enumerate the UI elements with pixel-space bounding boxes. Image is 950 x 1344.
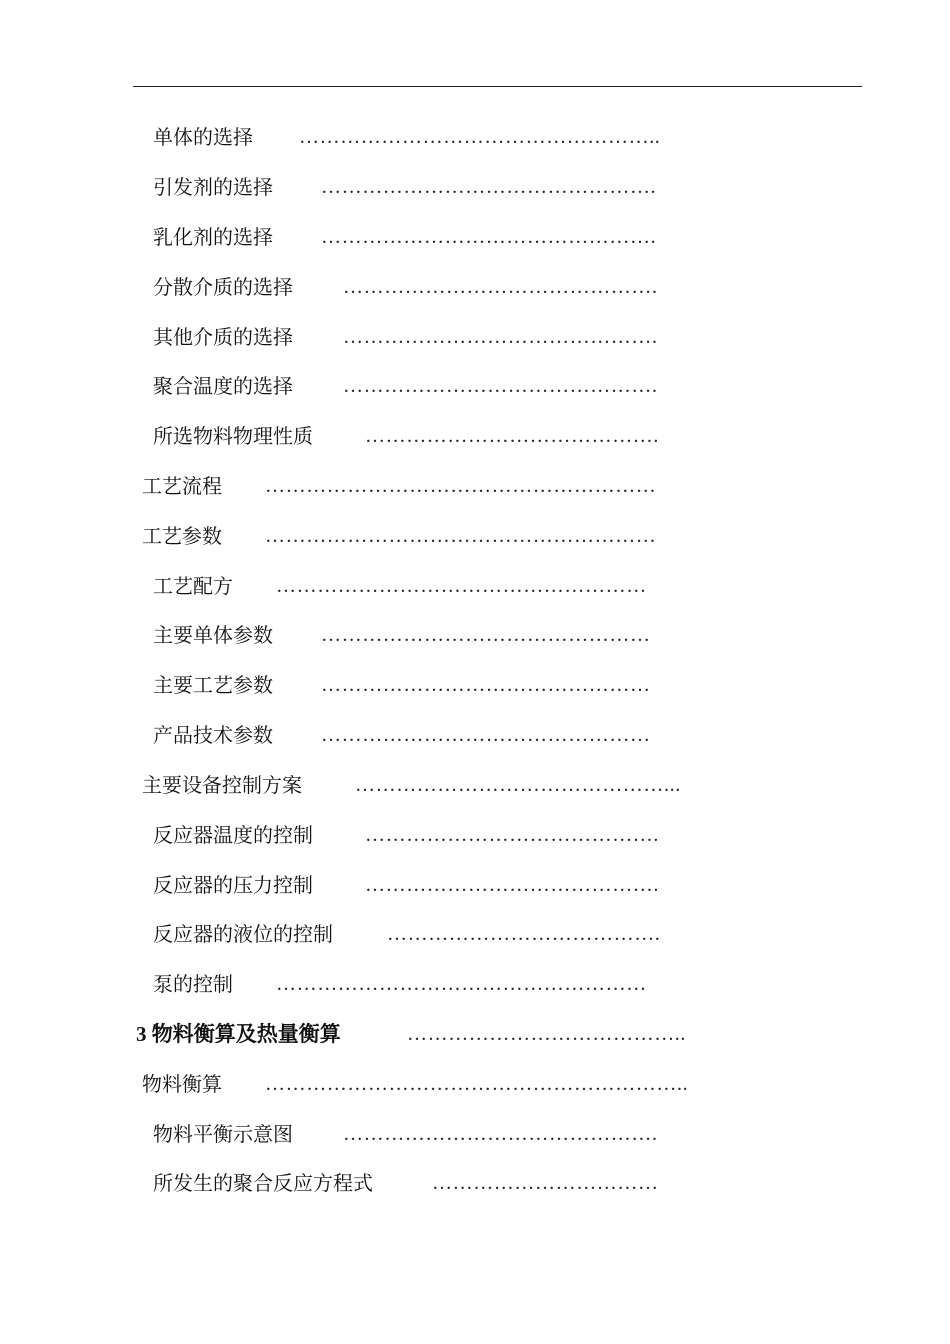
toc-entry-title: 反应器温度的控制: [153, 823, 313, 847]
toc-entry-leader: ……………………………………………………..: [265, 1073, 689, 1095]
toc-entry-leader: …………………………………….: [365, 824, 659, 846]
toc-entry-title: 反应器的液位的控制: [153, 922, 333, 946]
toc-entry[interactable]: [142, 770, 722, 800]
toc-entry[interactable]: [153, 172, 713, 202]
toc-entry-leader: ……………………………: [432, 1172, 659, 1194]
toc-entry-leader: …………………………………………………: [265, 475, 657, 497]
toc-entry[interactable]: [142, 521, 722, 551]
toc-entry-title: 物料平衡示意图: [153, 1122, 293, 1146]
toc-chapter-entry[interactable]: [136, 1019, 736, 1049]
toc-chapter-heading: [136, 1019, 341, 1049]
toc-entry-leader: ………………………………………….: [321, 226, 657, 248]
toc-entry-leader: …………………………………………: [321, 624, 651, 646]
toc-entry-title: 引发剂的选择: [153, 175, 273, 199]
toc-entry-leader: ………………………………….: [387, 923, 661, 945]
toc-entry-title: 工艺参数: [142, 524, 222, 548]
toc-entry-leader: ……………………………………………..: [299, 126, 661, 148]
toc-entry[interactable]: [153, 620, 713, 650]
toc-entry[interactable]: [153, 421, 713, 451]
toc-entry[interactable]: [153, 969, 713, 999]
toc-entry-leader: ……………………………………….: [343, 375, 658, 397]
toc-entry[interactable]: [153, 272, 713, 302]
toc-entry-title: 主要工艺参数: [153, 673, 273, 697]
toc-entry-leader: …………………………………..: [407, 1023, 686, 1045]
toc-entry-title: 乳化剂的选择: [153, 225, 273, 249]
toc-entry[interactable]: [153, 820, 713, 850]
toc-entry-title: 所发生的聚合反应方程式: [153, 1171, 373, 1195]
toc-entry-title: 主要单体参数: [153, 623, 273, 647]
toc-entry[interactable]: [153, 122, 713, 152]
toc-entry[interactable]: [153, 222, 713, 252]
toc-entry-title: 反应器的压力控制: [153, 873, 313, 897]
toc-entry-title: 物料衡算: [142, 1072, 222, 1096]
toc-entry[interactable]: [153, 1119, 713, 1149]
toc-entry[interactable]: [153, 322, 713, 352]
toc-entry-leader: ……………………………………….: [343, 1123, 658, 1145]
toc-entry-leader: ……………………………………….: [343, 276, 658, 298]
toc-entry[interactable]: [153, 919, 713, 949]
toc-entry[interactable]: [153, 670, 713, 700]
toc-entry-leader: ………………………………………….: [321, 176, 657, 198]
toc-entry[interactable]: [153, 571, 713, 601]
toc-entry-title: 单体的选择: [153, 125, 253, 149]
toc-entry-title: 泵的控制: [153, 972, 233, 996]
toc-entry[interactable]: [153, 870, 713, 900]
toc-entry-leader: …………………………………………………: [265, 525, 657, 547]
toc-entry-title: 所选物料物理性质: [153, 424, 313, 448]
toc-entry-leader: …………………………………….: [365, 425, 659, 447]
toc-entry-title: 工艺配方: [153, 574, 233, 598]
toc-entry-leader: ………………………………………...: [355, 774, 681, 796]
toc-entry-leader: ……………………………………….: [343, 326, 658, 348]
toc-entry-title: 分散介质的选择: [153, 275, 293, 299]
toc-entry[interactable]: [142, 1069, 722, 1099]
toc-entry-leader: …………………………………………: [321, 674, 651, 696]
toc-entry-leader: …………………………………….: [365, 874, 659, 896]
toc-entry[interactable]: [142, 471, 722, 501]
toc-entry[interactable]: [153, 720, 713, 750]
toc-entry-title: 主要设备控制方案: [142, 773, 302, 797]
toc-entry-title: 聚合温度的选择: [153, 374, 293, 398]
toc-entry-title: 工艺流程: [142, 474, 222, 498]
toc-entry-title: 产品技术参数: [153, 723, 273, 747]
toc-entry[interactable]: [153, 1168, 713, 1198]
chapter-title: 物料衡算及热量衡算: [151, 1022, 341, 1046]
toc-entry-leader: ………………………………………………: [276, 575, 647, 597]
toc-entry-leader: …………………………………………: [321, 724, 651, 746]
chapter-number: 3: [136, 1022, 147, 1046]
toc-entry-title: 其他介质的选择: [153, 325, 293, 349]
toc-entry[interactable]: [153, 371, 713, 401]
toc-entry-leader: ………………………………………………: [276, 973, 647, 995]
